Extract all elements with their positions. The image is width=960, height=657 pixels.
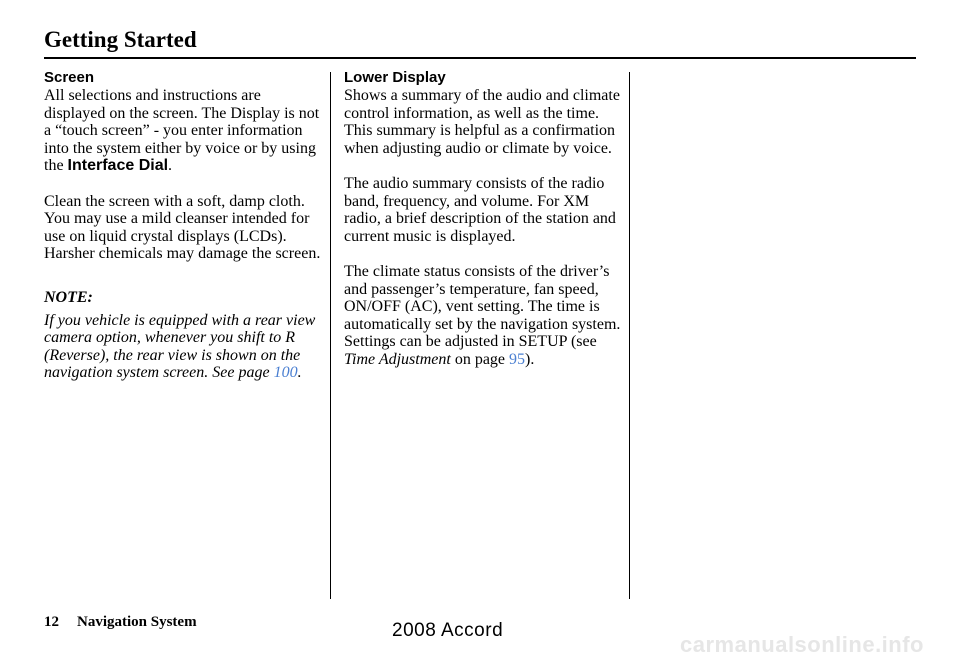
- lower-display-paragraph: Shows a summary of the audio and climate control information, as well as the time. This summary is helpful as a confirmation when adjusting audio or climate by voice.: [344, 87, 620, 157]
- time-adjustment-term: Time Adjustment: [344, 350, 451, 368]
- climate-text-mid: on page: [450, 350, 510, 368]
- column-divider-left: [330, 72, 331, 599]
- page-100-link[interactable]: 100: [273, 364, 298, 382]
- climate-text-end: ).: [525, 350, 535, 368]
- note-text-end: .: [297, 364, 302, 382]
- footer-model-label: 2008 Accord: [392, 620, 504, 641]
- climate-text: The climate status consists of the driver’s and passenger’s temperature, fan speed, ON/OFF (AC), vent setting. The time is automatically set by the navigation system. Settings can be adjusted in SETUP (see: [344, 262, 621, 351]
- note-paragraph: [44, 312, 326, 382]
- screen-text: All selections and instructions are displayed on the screen. The Display is not a “touch screen” - you enter information into the system either by voice or by using the: [44, 87, 320, 175]
- left-column: [44, 69, 326, 382]
- note-label: NOTE:: [44, 288, 93, 306]
- cleaning-paragraph: Clean the screen with a soft, damp cloth. You may use a mild cleanser intended for use on liquid crystal displays (LCDs). Harsher chemicals may damage the screen.: [44, 192, 321, 263]
- watermark: carmanualsonline.info: [680, 632, 924, 657]
- screen-text-end: .: [168, 157, 173, 175]
- section-heading-lower-display: Lower Display: [344, 69, 446, 86]
- section-heading-screen: Screen: [44, 69, 95, 86]
- audio-summary-paragraph: The audio summary consists of the radio band, frequency, and volume. For XM radio, a brief description of the station and current music is displayed.: [344, 174, 616, 245]
- title-divider: [44, 57, 916, 59]
- screen-paragraph: [44, 87, 326, 175]
- page-95-link[interactable]: 95: [509, 350, 526, 368]
- middle-column: [344, 69, 624, 369]
- page-number: 12: [44, 614, 59, 630]
- page-title: Getting Started: [44, 27, 197, 52]
- climate-status-paragraph: [344, 263, 624, 369]
- note-text: If you vehicle is equipped with a rear view camera option, whenever you shift to R (Reverse), the rear view is shown on the navigation system screen. See page: [44, 311, 316, 382]
- footer-title: Navigation System: [77, 614, 197, 630]
- interface-dial-term: Interface Dial: [67, 157, 169, 175]
- column-divider-right: [629, 72, 630, 599]
